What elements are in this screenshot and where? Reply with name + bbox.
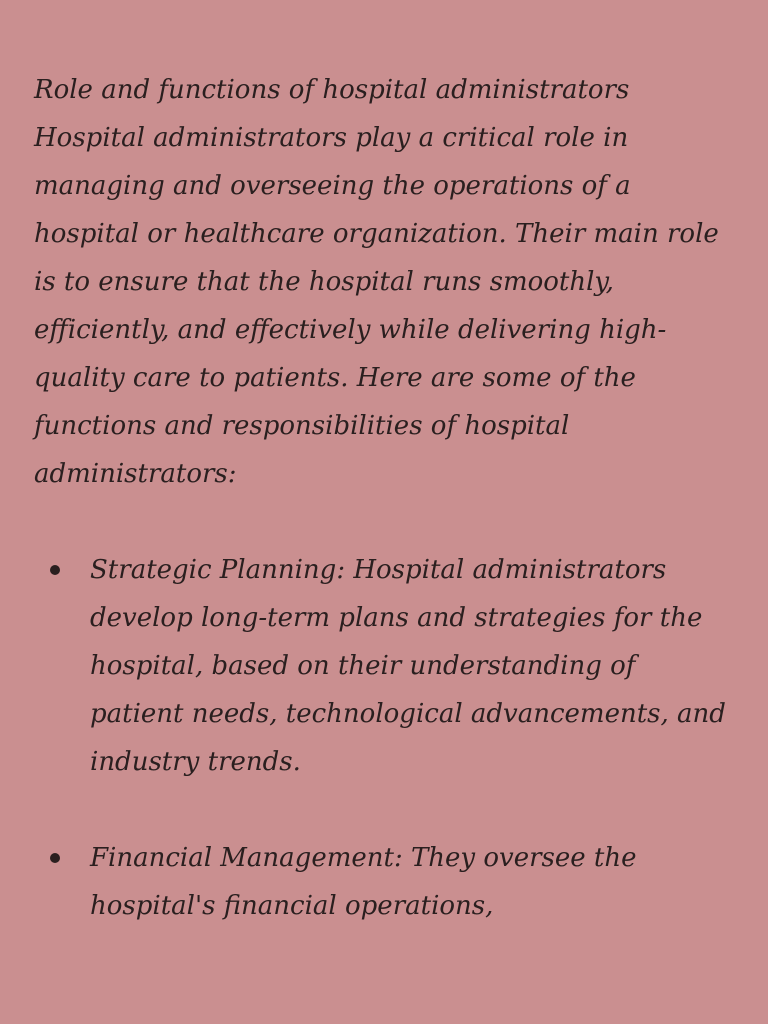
intro-section [34, 66, 734, 498]
document-title: Role and functions of hospital administrators [34, 75, 630, 105]
list-item-text: Financial Management: They oversee the hospital's financial operations, [90, 843, 637, 921]
list-item-text: Strategic Planning: Hospital administrators develop long-term plans and strategies for the hospital, based on their understanding of patient needs, technological advancements, and industry trends. [90, 555, 726, 777]
intro-paragraph: Hospital administrators play a critical role in managing and overseeing the operations of a hospital or healthcare organization. Their main role is to ensure that the hospital runs smoothly, efficiently, and effectively while delivering high-quality care to patients. Here are some of the functions and responsibilities of hospital administrators: [34, 123, 719, 489]
bullet-dot-icon [50, 565, 60, 575]
list-item [34, 834, 734, 930]
list-item [34, 546, 734, 786]
bullet-dot-icon [50, 853, 60, 863]
responsibilities-list [34, 546, 734, 930]
